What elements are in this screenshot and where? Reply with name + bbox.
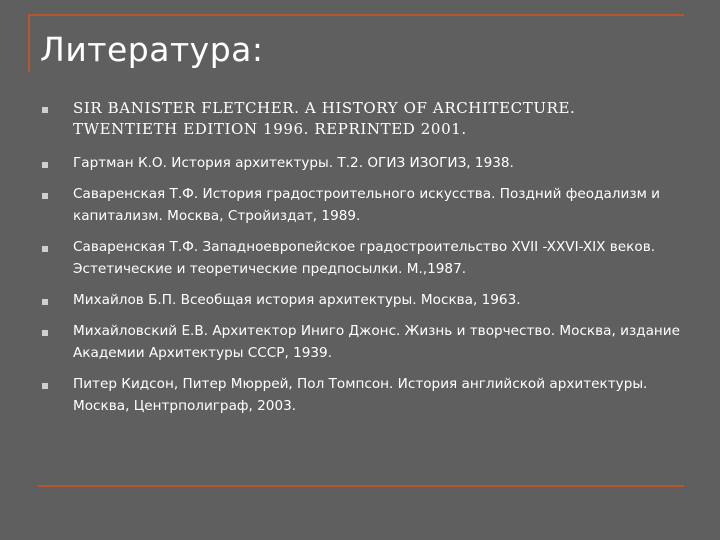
list-item (40, 320, 680, 364)
square-bullet-icon (42, 162, 48, 168)
reference-text: Саваренская Т.Ф. Западноевропейское градостроительство XVII -XXVI-XIX веков. Эстетические и теоретические предпосылки. М.,1987. (73, 239, 656, 277)
square-bullet-icon (42, 330, 48, 336)
top-accent-line (28, 14, 684, 16)
reference-text: SIR BANISTER FLETCHER. A HISTORY OF ARCHITECTURE. TWENTIETH EDITION 1996. REPRINTED 2001. (73, 99, 576, 138)
reference-text: Михайлов Б.П. Всеобщая история архитектуры. Москва, 1963. (73, 292, 521, 308)
left-accent-line (28, 14, 30, 72)
reference-text: Гартман К.О. История архитектуры. Т.2. ОГИЗ ИЗОГИЗ, 1938. (73, 155, 514, 171)
list-item (40, 373, 680, 417)
list-item (40, 152, 680, 174)
square-bullet-icon (42, 383, 48, 389)
reference-text: Михайловский Е.В. Архитектор Иниго Джонс. Жизнь и творчество. Москва, издание Академии Архитектуры СССР, 1939. (73, 323, 680, 361)
reference-list (40, 98, 680, 426)
slide-title: Литература: (40, 30, 264, 69)
list-item (40, 236, 680, 280)
square-bullet-icon (42, 246, 48, 252)
square-bullet-icon (42, 299, 48, 305)
list-item (40, 289, 680, 311)
square-bullet-icon (42, 193, 48, 199)
bottom-accent-line (38, 485, 684, 487)
list-item (40, 183, 680, 227)
list-item (40, 98, 680, 140)
reference-text: Саваренская Т.Ф. История градостроительного искусства. Поздний феодализм и капитализм. Москва, Стройиздат, 1989. (73, 186, 660, 224)
reference-text: Питер Кидсон, Питер Мюррей, Пол Томпсон. История английской архитектуры. Москва, Центрполиграф, 2003. (73, 376, 648, 414)
square-bullet-icon (42, 107, 48, 113)
